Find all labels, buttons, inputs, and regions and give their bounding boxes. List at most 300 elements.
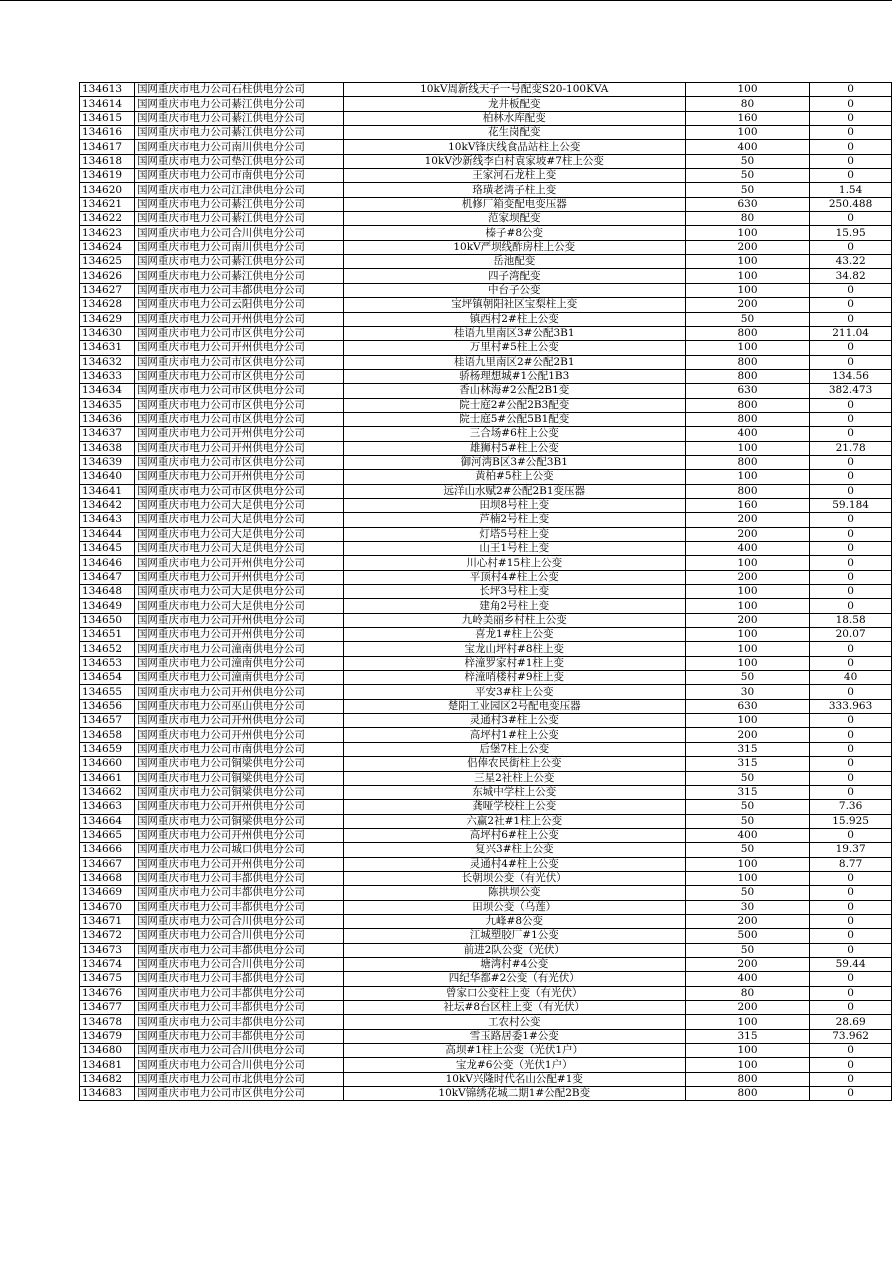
capacity-cell: 80: [685, 212, 809, 226]
capacity-cell: 400: [685, 972, 809, 986]
capacity-cell: 200: [685, 957, 809, 971]
row-id-cell: 134664: [80, 814, 135, 828]
table-row: [80, 585, 892, 599]
transformer-name-cell: 川心村#15柱上公变: [343, 556, 685, 570]
capacity-cell: 100: [685, 283, 809, 297]
value-cell: 40: [810, 671, 892, 685]
capacity-cell: 160: [685, 111, 809, 125]
table-row: [80, 1029, 892, 1043]
transformer-name-cell: 塘湾村#4公变: [343, 957, 685, 971]
transformer-name-cell: 机修厂箱变配电变压器: [343, 197, 685, 211]
capacity-cell: 50: [685, 800, 809, 814]
company-cell: 国网重庆市电力公司开州供电分公司: [134, 685, 343, 699]
row-id-cell: 134652: [80, 642, 135, 656]
value-cell: 0: [810, 398, 892, 412]
table-row: [80, 226, 892, 240]
value-cell: 0: [810, 714, 892, 728]
capacity-cell: 315: [685, 1029, 809, 1043]
capacity-cell: 100: [685, 255, 809, 269]
transformer-name-cell: 田坝8号柱上变: [343, 498, 685, 512]
company-cell: 国网重庆市电力公司江津供电分公司: [134, 183, 343, 197]
value-cell: 0: [810, 742, 892, 756]
transformer-name-cell: 四纪华都#2公变（有光伏）: [343, 972, 685, 986]
value-cell: 0: [810, 914, 892, 928]
transformer-name-cell: 灯塔5号柱上变: [343, 527, 685, 541]
table-row: [80, 542, 892, 556]
table-row: [80, 240, 892, 254]
company-cell: 国网重庆市电力公司铜梁供电分公司: [134, 814, 343, 828]
transformer-name-cell: 榛子#8公变: [343, 226, 685, 240]
company-cell: 国网重庆市电力公司城口供电分公司: [134, 843, 343, 857]
capacity-cell: 630: [685, 384, 809, 398]
row-id-cell: 134636: [80, 412, 135, 426]
transformer-name-cell: 花生岗配变: [343, 126, 685, 140]
table-row: [80, 843, 892, 857]
transformer-name-cell: 平安3#柱上公变: [343, 685, 685, 699]
table-row: [80, 785, 892, 799]
transformer-name-cell: 建角2号柱上变: [343, 599, 685, 613]
row-id-cell: 134639: [80, 455, 135, 469]
transformer-table: [79, 82, 892, 1101]
table-row: [80, 642, 892, 656]
transformer-name-cell: 远洋山水赋2#公配2B1变压器: [343, 484, 685, 498]
transformer-name-cell: 10kV沙新线李白村袁家坡#7柱上公变: [343, 154, 685, 168]
value-cell: 34.82: [810, 269, 892, 283]
value-cell: 7.36: [810, 800, 892, 814]
company-cell: 国网重庆市电力公司开州供电分公司: [134, 857, 343, 871]
value-cell: 0: [810, 1087, 892, 1101]
row-id-cell: 134628: [80, 298, 135, 312]
table-row: [80, 986, 892, 1000]
capacity-cell: 100: [685, 656, 809, 670]
transformer-name-cell: 山王1号柱上变: [343, 542, 685, 556]
transformer-name-cell: 工农村公变: [343, 1015, 685, 1029]
row-id-cell: 134649: [80, 599, 135, 613]
capacity-cell: 315: [685, 757, 809, 771]
table-row: [80, 800, 892, 814]
capacity-cell: 100: [685, 1015, 809, 1029]
company-cell: 国网重庆市电力公司大足供电分公司: [134, 527, 343, 541]
row-id-cell: 134673: [80, 943, 135, 957]
company-cell: 国网重庆市电力公司大足供电分公司: [134, 513, 343, 527]
transformer-name-cell: 高坪村1#柱上公变: [343, 728, 685, 742]
transformer-name-cell: 三星2社柱上公变: [343, 771, 685, 785]
company-cell: 国网重庆市电力公司市南供电分公司: [134, 742, 343, 756]
transformer-name-cell: 六赢2社#1柱上公变: [343, 814, 685, 828]
company-cell: 国网重庆市电力公司南川供电分公司: [134, 240, 343, 254]
company-cell: 国网重庆市电力公司开州供电分公司: [134, 570, 343, 584]
row-id-cell: 134631: [80, 341, 135, 355]
capacity-cell: 100: [685, 441, 809, 455]
transformer-name-cell: 黄柏#5柱上公变: [343, 470, 685, 484]
company-cell: 国网重庆市电力公司綦江供电分公司: [134, 111, 343, 125]
transformer-name-cell: 龙井板配变: [343, 97, 685, 111]
transformer-name-cell: 九岭美丽乡村柱上公变: [343, 613, 685, 627]
row-id-cell: 134627: [80, 283, 135, 297]
company-cell: 国网重庆市电力公司开州供电分公司: [134, 312, 343, 326]
value-cell: 0: [810, 312, 892, 326]
company-cell: 国网重庆市电力公司丰都供电分公司: [134, 943, 343, 957]
company-cell: 国网重庆市电力公司合川供电分公司: [134, 1058, 343, 1072]
value-cell: 59.184: [810, 498, 892, 512]
table-row: [80, 886, 892, 900]
capacity-cell: 800: [685, 369, 809, 383]
company-cell: 国网重庆市电力公司大足供电分公司: [134, 498, 343, 512]
capacity-cell: 100: [685, 126, 809, 140]
table-row: [80, 126, 892, 140]
transformer-name-cell: 柏林水库配变: [343, 111, 685, 125]
table-row: [80, 570, 892, 584]
row-id-cell: 134640: [80, 470, 135, 484]
capacity-cell: 100: [685, 642, 809, 656]
capacity-cell: 800: [685, 326, 809, 340]
value-cell: 0: [810, 656, 892, 670]
value-cell: 0: [810, 140, 892, 154]
row-id-cell: 134625: [80, 255, 135, 269]
transformer-name-cell: 高坪村6#柱上公变: [343, 828, 685, 842]
table-row: [80, 398, 892, 412]
company-cell: 国网重庆市电力公司铜梁供电分公司: [134, 771, 343, 785]
row-id-cell: 134675: [80, 972, 135, 986]
transformer-name-cell: 香山林海#2公配2B1变: [343, 384, 685, 398]
transformer-name-cell: 侣俸农民街柱上公变: [343, 757, 685, 771]
value-cell: 0: [810, 828, 892, 842]
table-row: [80, 628, 892, 642]
company-cell: 国网重庆市电力公司合川供电分公司: [134, 1044, 343, 1058]
row-id-cell: 134666: [80, 843, 135, 857]
value-cell: 0: [810, 212, 892, 226]
company-cell: 国网重庆市电力公司市区供电分公司: [134, 484, 343, 498]
transformer-name-cell: 10kV周新线天子一号配变S20-100KVA: [343, 83, 685, 97]
company-cell: 国网重庆市电力公司合川供电分公司: [134, 957, 343, 971]
value-cell: 0: [810, 427, 892, 441]
transformer-name-cell: 喜龙1#柱上公变: [343, 628, 685, 642]
table-row: [80, 183, 892, 197]
capacity-cell: 200: [685, 513, 809, 527]
row-id-cell: 134672: [80, 929, 135, 943]
row-id-cell: 134645: [80, 542, 135, 556]
value-cell: 0: [810, 111, 892, 125]
value-cell: 0: [810, 570, 892, 584]
transformer-name-cell: 10kV锦绣花城二期1#公配2B变: [343, 1087, 685, 1101]
value-cell: 250.488: [810, 197, 892, 211]
transformer-name-cell: 宝龙山坪村#8柱上变: [343, 642, 685, 656]
row-id-cell: 134670: [80, 900, 135, 914]
transformer-name-cell: 江城塑胶厂#1公变: [343, 929, 685, 943]
capacity-cell: 100: [685, 1044, 809, 1058]
capacity-cell: 200: [685, 527, 809, 541]
value-cell: 1.54: [810, 183, 892, 197]
value-cell: 382.473: [810, 384, 892, 398]
value-cell: 0: [810, 542, 892, 556]
table-row: [80, 1015, 892, 1029]
transformer-name-cell: 后堡7柱上公变: [343, 742, 685, 756]
capacity-cell: 500: [685, 929, 809, 943]
value-cell: 0: [810, 240, 892, 254]
company-cell: 国网重庆市电力公司丰都供电分公司: [134, 886, 343, 900]
row-id-cell: 134634: [80, 384, 135, 398]
value-cell: 0: [810, 642, 892, 656]
transformer-name-cell: 芦楠2号柱上变: [343, 513, 685, 527]
value-cell: 59.44: [810, 957, 892, 971]
transformer-name-cell: 桂语九里南区2#公配2B1: [343, 355, 685, 369]
capacity-cell: 100: [685, 226, 809, 240]
row-id-cell: 134663: [80, 800, 135, 814]
table-row: [80, 455, 892, 469]
capacity-cell: 50: [685, 154, 809, 168]
table-row: [80, 97, 892, 111]
capacity-cell: 160: [685, 498, 809, 512]
table-row: [80, 298, 892, 312]
transformer-name-cell: 东城中学柱上公变: [343, 785, 685, 799]
company-cell: 国网重庆市电力公司开州供电分公司: [134, 470, 343, 484]
value-cell: 0: [810, 943, 892, 957]
row-id-cell: 134643: [80, 513, 135, 527]
row-id-cell: 134660: [80, 757, 135, 771]
table-row: [80, 1001, 892, 1015]
table-row: [80, 341, 892, 355]
table-row: [80, 814, 892, 828]
company-cell: 国网重庆市电力公司合川供电分公司: [134, 226, 343, 240]
transformer-name-cell: 万里村#5柱上公变: [343, 341, 685, 355]
row-id-cell: 134633: [80, 369, 135, 383]
transformer-name-cell: 骄杨理想城#1公配1B3: [343, 369, 685, 383]
capacity-cell: 80: [685, 986, 809, 1000]
transformer-name-cell: 院士庭5#公配5B1配变: [343, 412, 685, 426]
company-cell: 国网重庆市电力公司市区供电分公司: [134, 455, 343, 469]
transformer-name-cell: 御河湾B区3#公配3B1: [343, 455, 685, 469]
table-row: [80, 513, 892, 527]
value-cell: 0: [810, 126, 892, 140]
value-cell: 0: [810, 341, 892, 355]
row-id-cell: 134662: [80, 785, 135, 799]
company-cell: 国网重庆市电力公司潼南供电分公司: [134, 642, 343, 656]
value-cell: 0: [810, 886, 892, 900]
row-id-cell: 134678: [80, 1015, 135, 1029]
company-cell: 国网重庆市电力公司开州供电分公司: [134, 427, 343, 441]
transformer-name-cell: 院士庭2#公配2B3配变: [343, 398, 685, 412]
capacity-cell: 200: [685, 1001, 809, 1015]
table-row: [80, 169, 892, 183]
value-cell: 0: [810, 757, 892, 771]
company-cell: 国网重庆市电力公司合川供电分公司: [134, 914, 343, 928]
company-cell: 国网重庆市电力公司开州供电分公司: [134, 556, 343, 570]
capacity-cell: 400: [685, 828, 809, 842]
value-cell: 73.962: [810, 1029, 892, 1043]
company-cell: 国网重庆市电力公司市南供电分公司: [134, 169, 343, 183]
row-id-cell: 134677: [80, 1001, 135, 1015]
company-cell: 国网重庆市电力公司市区供电分公司: [134, 412, 343, 426]
table-row: [80, 929, 892, 943]
company-cell: 国网重庆市电力公司石柱供电分公司: [134, 83, 343, 97]
capacity-cell: 630: [685, 699, 809, 713]
transformer-name-cell: 珞璜老湾子柱上变: [343, 183, 685, 197]
transformer-name-cell: 三合场#6柱上公变: [343, 427, 685, 441]
capacity-cell: 400: [685, 427, 809, 441]
transformer-name-cell: 长坪3号柱上变: [343, 585, 685, 599]
table-row: [80, 1058, 892, 1072]
transformer-name-cell: 龚哑学校柱上公变: [343, 800, 685, 814]
table-row: [80, 212, 892, 226]
company-cell: 国网重庆市电力公司綦江供电分公司: [134, 255, 343, 269]
value-cell: 0: [810, 97, 892, 111]
table-row: [80, 771, 892, 785]
capacity-cell: 200: [685, 728, 809, 742]
table-row: [80, 498, 892, 512]
row-id-cell: 134624: [80, 240, 135, 254]
table-row: [80, 140, 892, 154]
value-cell: 21.78: [810, 441, 892, 455]
company-cell: 国网重庆市电力公司綦江供电分公司: [134, 197, 343, 211]
value-cell: 0: [810, 986, 892, 1000]
value-cell: 0: [810, 929, 892, 943]
table-row: [80, 914, 892, 928]
company-cell: 国网重庆市电力公司合川供电分公司: [134, 929, 343, 943]
capacity-cell: 100: [685, 341, 809, 355]
capacity-cell: 50: [685, 943, 809, 957]
table-row: [80, 470, 892, 484]
row-id-cell: 134618: [80, 154, 135, 168]
table-row: [80, 484, 892, 498]
company-cell: 国网重庆市电力公司铜梁供电分公司: [134, 757, 343, 771]
row-id-cell: 134641: [80, 484, 135, 498]
value-cell: 0: [810, 785, 892, 799]
capacity-cell: 50: [685, 771, 809, 785]
row-id-cell: 134653: [80, 656, 135, 670]
transformer-name-cell: 10kV严坝线酢房柱上公变: [343, 240, 685, 254]
capacity-cell: 100: [685, 1058, 809, 1072]
transformer-name-cell: 复兴3#柱上公变: [343, 843, 685, 857]
company-cell: 国网重庆市电力公司垫江供电分公司: [134, 154, 343, 168]
value-cell: 15.925: [810, 814, 892, 828]
company-cell: 国网重庆市电力公司丰都供电分公司: [134, 900, 343, 914]
transformer-name-cell: 岳池配变: [343, 255, 685, 269]
row-id-cell: 134679: [80, 1029, 135, 1043]
capacity-cell: 315: [685, 742, 809, 756]
value-cell: 0: [810, 585, 892, 599]
company-cell: 国网重庆市电力公司丰都供电分公司: [134, 871, 343, 885]
row-id-cell: 134619: [80, 169, 135, 183]
capacity-cell: 800: [685, 1072, 809, 1086]
transformer-name-cell: 中台子公变: [343, 283, 685, 297]
table-row: [80, 757, 892, 771]
transformer-name-cell: 四子湾配变: [343, 269, 685, 283]
table-row: [80, 355, 892, 369]
transformer-name-cell: 镇西村2#柱上公变: [343, 312, 685, 326]
capacity-cell: 50: [685, 671, 809, 685]
value-cell: 8.77: [810, 857, 892, 871]
table-row: [80, 283, 892, 297]
company-cell: 国网重庆市电力公司市区供电分公司: [134, 326, 343, 340]
transformer-name-cell: 梓潼罗家村#1柱上变: [343, 656, 685, 670]
table-row: [80, 427, 892, 441]
value-cell: 0: [810, 728, 892, 742]
row-id-cell: 134657: [80, 714, 135, 728]
row-id-cell: 134658: [80, 728, 135, 742]
value-cell: 43.22: [810, 255, 892, 269]
row-id-cell: 134651: [80, 628, 135, 642]
capacity-cell: 50: [685, 183, 809, 197]
company-cell: 国网重庆市电力公司开州供电分公司: [134, 628, 343, 642]
table-row: [80, 714, 892, 728]
company-cell: 国网重庆市电力公司丰都供电分公司: [134, 1015, 343, 1029]
row-id-cell: 134655: [80, 685, 135, 699]
transformer-name-cell: 10kV兴隆时代名山公配#1变: [343, 1072, 685, 1086]
value-cell: 0: [810, 527, 892, 541]
capacity-cell: 630: [685, 197, 809, 211]
company-cell: 国网重庆市电力公司丰都供电分公司: [134, 972, 343, 986]
value-cell: 0: [810, 972, 892, 986]
transformer-name-cell: 长朝坝公变（有光伏）: [343, 871, 685, 885]
table-row: [80, 556, 892, 570]
value-cell: 19.37: [810, 843, 892, 857]
capacity-cell: 50: [685, 814, 809, 828]
row-id-cell: 134676: [80, 986, 135, 1000]
value-cell: 0: [810, 1044, 892, 1058]
table-row: [80, 111, 892, 125]
capacity-cell: 50: [685, 886, 809, 900]
row-id-cell: 134654: [80, 671, 135, 685]
row-id-cell: 134661: [80, 771, 135, 785]
company-cell: 国网重庆市电力公司市区供电分公司: [134, 398, 343, 412]
row-id-cell: 134613: [80, 83, 135, 97]
transformer-name-cell: 宝坪镇朝阳社区宝梨柱上变: [343, 298, 685, 312]
row-id-cell: 134671: [80, 914, 135, 928]
capacity-cell: 200: [685, 570, 809, 584]
row-id-cell: 134621: [80, 197, 135, 211]
row-id-cell: 134623: [80, 226, 135, 240]
company-cell: 国网重庆市电力公司市北供电分公司: [134, 1072, 343, 1086]
row-id-cell: 134635: [80, 398, 135, 412]
value-cell: 0: [810, 900, 892, 914]
transformer-name-cell: 九峰#8公变: [343, 914, 685, 928]
table-row: [80, 255, 892, 269]
company-cell: 国网重庆市电力公司丰都供电分公司: [134, 283, 343, 297]
table-row: [80, 857, 892, 871]
capacity-cell: 30: [685, 900, 809, 914]
value-cell: 333.963: [810, 699, 892, 713]
value-cell: 0: [810, 1001, 892, 1015]
row-id-cell: 134644: [80, 527, 135, 541]
row-id-cell: 134669: [80, 886, 135, 900]
transformer-name-cell: 雪玉路居委1#公变: [343, 1029, 685, 1043]
table-row: [80, 828, 892, 842]
capacity-cell: 200: [685, 298, 809, 312]
capacity-cell: 400: [685, 140, 809, 154]
value-cell: 0: [810, 556, 892, 570]
table-row: [80, 1072, 892, 1086]
row-id-cell: 134622: [80, 212, 135, 226]
capacity-cell: 800: [685, 484, 809, 498]
capacity-cell: 100: [685, 556, 809, 570]
capacity-cell: 200: [685, 914, 809, 928]
company-cell: 国网重庆市电力公司丰都供电分公司: [134, 1029, 343, 1043]
value-cell: 20.07: [810, 628, 892, 642]
value-cell: 0: [810, 412, 892, 426]
capacity-cell: 800: [685, 455, 809, 469]
table-row: [80, 742, 892, 756]
row-id-cell: 134650: [80, 613, 135, 627]
value-cell: 0: [810, 355, 892, 369]
transformer-name-cell: 范家坝配变: [343, 212, 685, 226]
company-cell: 国网重庆市电力公司大足供电分公司: [134, 585, 343, 599]
row-id-cell: 134642: [80, 498, 135, 512]
transformer-name-cell: 平顶村4#柱上公变: [343, 570, 685, 584]
transformer-name-cell: 王家河石龙柱上变: [343, 169, 685, 183]
value-cell: 18.58: [810, 613, 892, 627]
company-cell: 国网重庆市电力公司开州供电分公司: [134, 613, 343, 627]
table-row: [80, 599, 892, 613]
